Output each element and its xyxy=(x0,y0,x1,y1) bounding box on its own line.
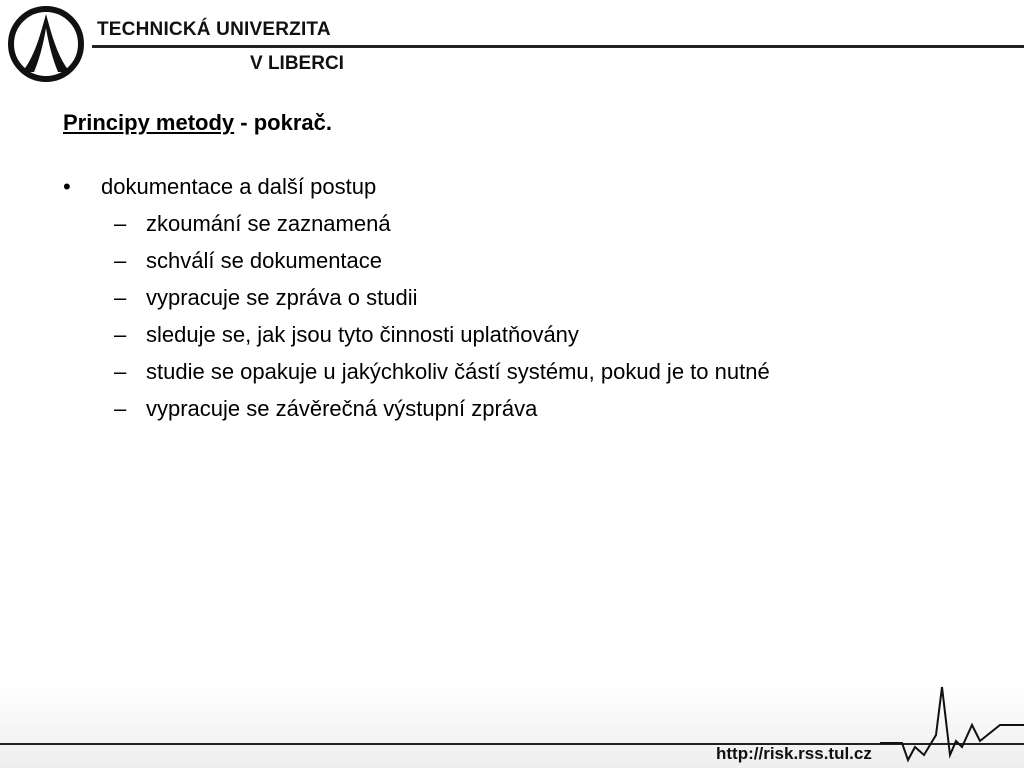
university-name: TECHNICKÁ UNIVERZITA xyxy=(97,19,331,40)
dash-mark: – xyxy=(114,248,127,273)
sub-item-text: vypracuje se závěrečná výstupní zpráva xyxy=(146,396,538,421)
slide-title-underlined: Principy metody xyxy=(63,110,235,135)
bullet-item xyxy=(63,172,843,201)
slide-header xyxy=(0,0,1024,90)
footer-url: http://risk.rss.tul.cz xyxy=(716,744,872,763)
bullet-text: dokumentace a další postup xyxy=(101,174,377,199)
sub-item-text: vypracuje se zpráva o studii xyxy=(146,285,418,310)
header-divider xyxy=(92,45,1024,48)
sub-item-text: sleduje se, jak jsou tyto činnosti uplatňovány xyxy=(146,322,579,347)
sub-item-text: zkoumání se zaznamená xyxy=(146,211,391,236)
slide-content xyxy=(63,172,843,423)
slide-title-rest: - pokrač. xyxy=(234,110,332,135)
dash-mark: – xyxy=(114,211,127,236)
university-logo-icon xyxy=(8,6,84,82)
bullet-mark: • xyxy=(63,174,71,199)
sub-item xyxy=(63,394,843,423)
sub-item-text: studie se opakuje u jakýchkoliv částí systému, pokud je to nutné xyxy=(146,359,770,384)
dash-mark: – xyxy=(114,396,127,421)
slide-title xyxy=(63,110,332,136)
sub-item-text: schválí se dokumentace xyxy=(146,248,383,273)
dash-mark: – xyxy=(114,359,127,384)
sub-item xyxy=(63,209,843,238)
dash-mark: – xyxy=(114,322,127,347)
dash-mark: – xyxy=(114,285,127,310)
ecg-wave-icon xyxy=(880,685,1024,768)
sub-item xyxy=(63,320,843,349)
university-subname: V LIBERCI xyxy=(250,53,344,74)
sub-item xyxy=(63,357,843,386)
sub-item xyxy=(63,283,843,312)
sub-item xyxy=(63,246,843,275)
